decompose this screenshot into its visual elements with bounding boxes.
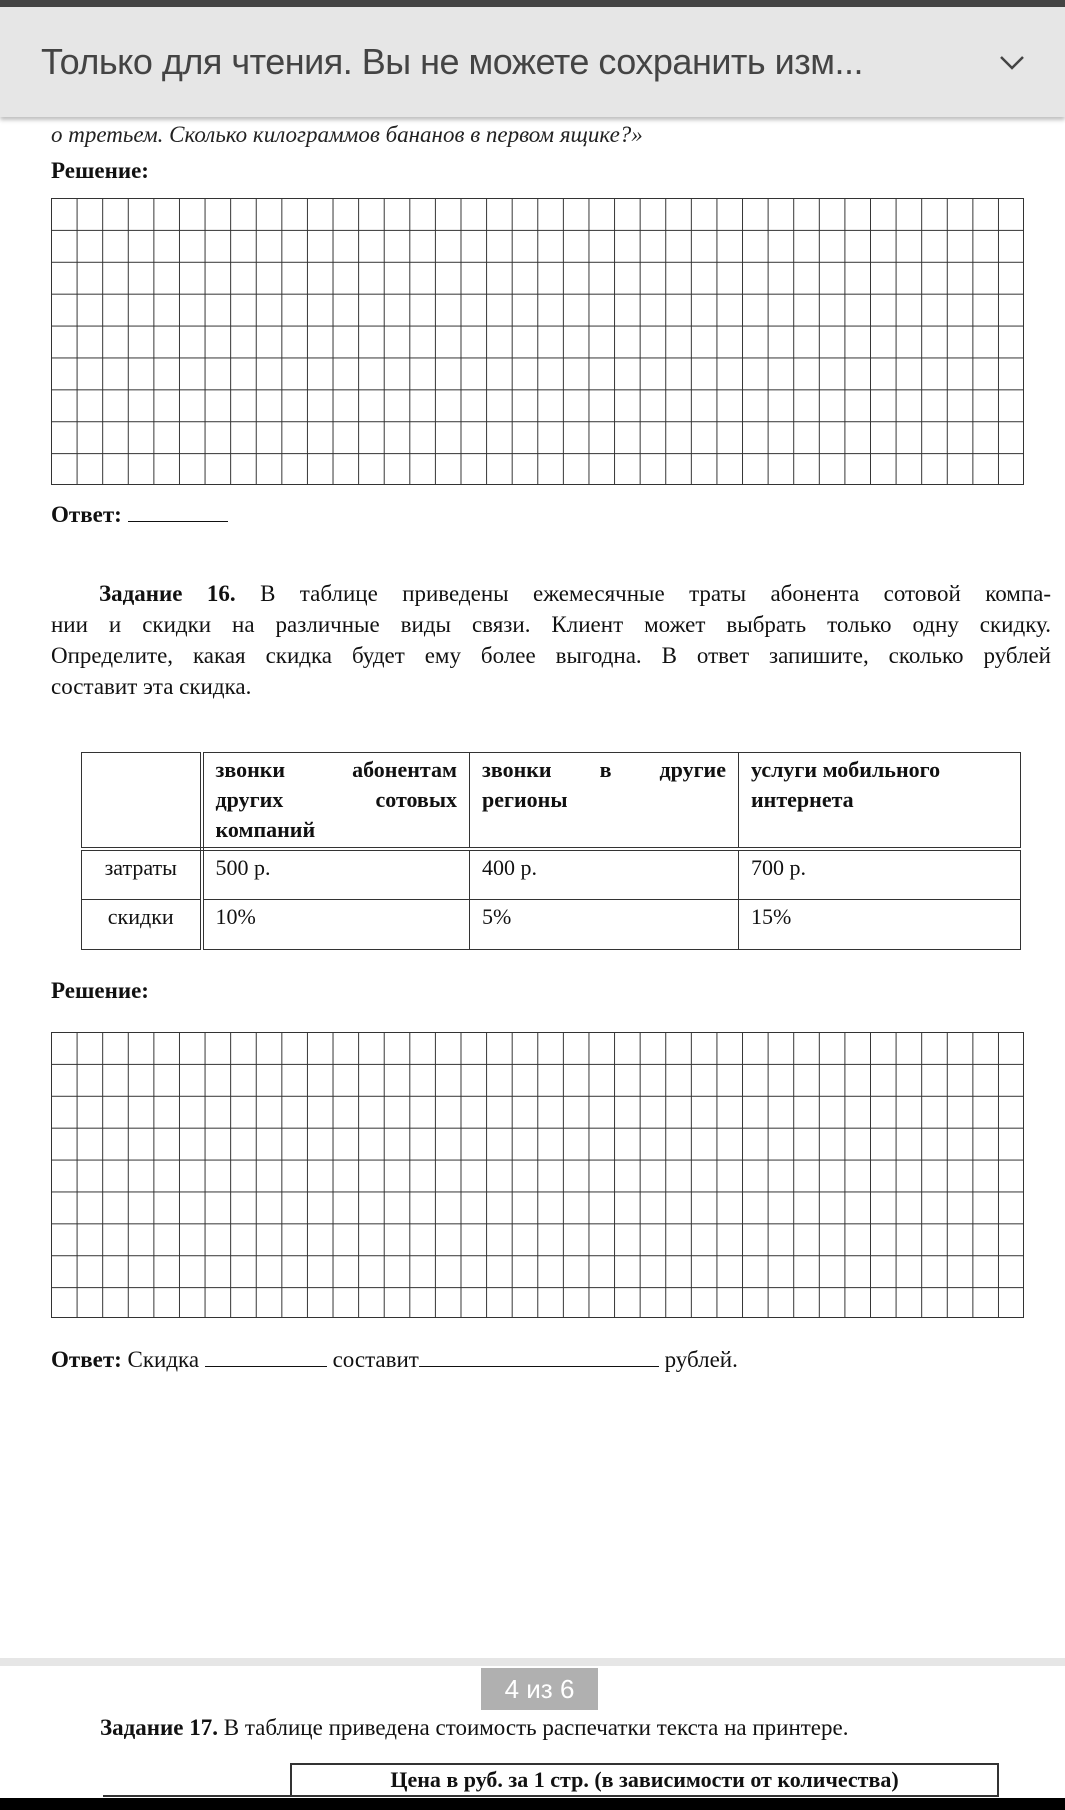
table-row: [82, 849, 1021, 899]
page-indicator: 4 из 6: [481, 1668, 598, 1710]
task16-text: [51, 578, 1051, 702]
task17-text: [100, 1714, 848, 1742]
chevron-down-icon[interactable]: [997, 47, 1027, 77]
price-table-header: Цена в руб. за 1 стр. (в зависимости от количества): [290, 1763, 999, 1797]
table-header-row: [82, 753, 1021, 850]
answer-line: [51, 1347, 738, 1373]
task-number: Задание 17.: [100, 1715, 218, 1740]
discount-blank: [205, 1349, 327, 1367]
solution-grid: [51, 198, 1024, 485]
answer-blank: [128, 504, 228, 522]
amount-blank: [419, 1349, 659, 1367]
text-line: нии и скидки на различные виды связи. Клиент может выбрать только одну скидку.: [51, 612, 1051, 637]
read-only-banner[interactable]: [0, 7, 1065, 117]
header-cell: [82, 753, 202, 850]
row-label: скидки: [82, 899, 202, 949]
tariff-table: [81, 752, 1021, 950]
solution-label: Решение:: [51, 158, 149, 183]
page-divider: [0, 1658, 1065, 1666]
navigation-bar: [0, 1798, 1065, 1810]
task-text: В таблице приведена стоимость распечатки текста на принтере.: [223, 1715, 849, 1740]
table-row: [82, 899, 1021, 949]
header-cell: услуги мобильного интернета: [739, 753, 1021, 850]
table-cell: 700 р.: [739, 849, 1021, 899]
answer-text: Скидка: [127, 1347, 200, 1372]
answer-label: Ответ:: [51, 502, 122, 527]
table-cell: 5%: [470, 899, 739, 949]
banner-text: Только для чтения. Вы не можете сохранить изм...: [41, 41, 864, 82]
status-bar: [0, 0, 1065, 7]
table-cell: 400 р.: [470, 849, 739, 899]
answer-label: Ответ:: [51, 1347, 122, 1372]
text-line: В таблице приведены ежемесячные траты абонента сотовой компа-: [260, 581, 1051, 606]
row-label: затраты: [82, 849, 202, 899]
table-cell: 15%: [739, 899, 1021, 949]
header-cell: звонки в другие регионы: [470, 753, 739, 850]
solution-label: Решение:: [51, 978, 149, 1003]
answer-text: составит: [332, 1347, 419, 1372]
answer-text: рублей.: [664, 1347, 738, 1372]
table-border: [103, 1795, 999, 1797]
table-cell: 500 р.: [202, 849, 470, 899]
table-cell: 10%: [202, 899, 470, 949]
previous-task-text: о третьем. Сколько килограммов бананов в первом ящике?»: [51, 122, 643, 147]
text-line: Определите, какая скидка будет ему более выгодна. В ответ запишите, сколько рублей: [51, 643, 1051, 668]
solution-grid: [51, 1032, 1024, 1318]
task-number: Задание 16.: [99, 581, 236, 606]
text-line: составит эта скидка.: [51, 674, 252, 699]
header-cell: звонки абонентам других сотовых компаний: [202, 753, 470, 850]
answer-line: [51, 502, 228, 528]
